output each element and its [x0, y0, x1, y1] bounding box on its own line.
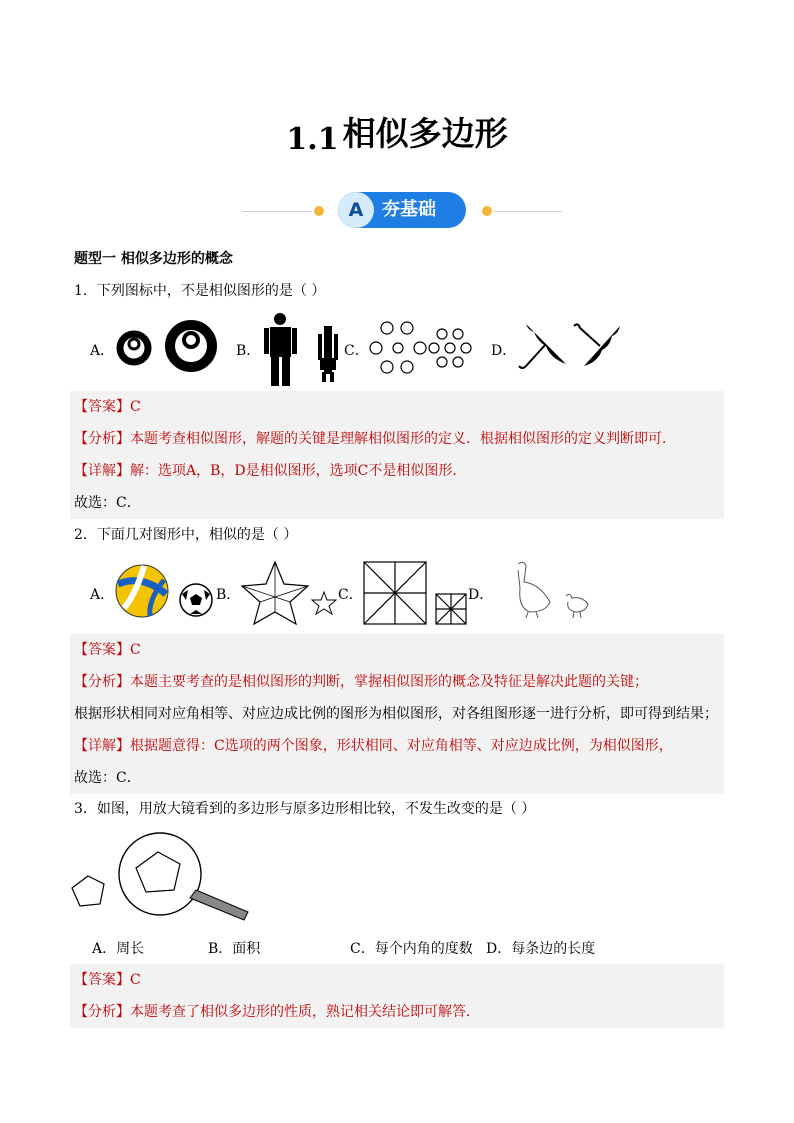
q1-option-c: C．	[344, 343, 369, 359]
q1-answer-tag: 【答案】	[74, 399, 130, 415]
q3-answer-tag: 【答案】	[74, 972, 130, 988]
q1-detail-row	[70, 455, 724, 487]
q2-option-a-figure	[114, 564, 214, 618]
q1-analysis-text: 本题考查相似图形，解题的关键是理解相似图形的定义．根据相似图形的定义判断即可．	[130, 431, 676, 447]
q2-answer-text: C	[130, 642, 141, 658]
title-number: 1.1	[286, 122, 339, 157]
q3-analysis-row	[70, 996, 724, 1028]
q1-answer-box	[70, 391, 724, 519]
q3-analysis-tag: 【分析】	[74, 1004, 130, 1020]
q2-option-c-figure	[360, 560, 472, 626]
q2-option-a: A．	[90, 587, 115, 603]
level-banner	[242, 192, 562, 228]
q1-option-d: D．	[491, 343, 517, 359]
q3-stem: 3．如图，用放大镜看到的多边形与原多边形相比较，不发生改变的是（ ）	[74, 801, 536, 817]
q2-detail-tag: 【详解】	[74, 738, 130, 754]
q1-detail-text: 解：选项A，B，D是相似图形，选项C不是相似图形．	[130, 463, 467, 479]
q1-answer-row	[70, 391, 724, 423]
q1-analysis-tag: 【分析】	[74, 431, 130, 447]
q3-option-d: D．每条边的长度	[486, 941, 596, 957]
q1-detail-tag: 【详解】	[74, 463, 130, 479]
banner-right-line	[494, 211, 562, 212]
q2-answer-tag: 【答案】	[74, 642, 130, 658]
q2-answer-box	[70, 634, 724, 794]
q2-option-b: B．	[216, 587, 241, 603]
section-heading: 题型一 相似多边形的概念	[74, 251, 233, 267]
q1-option-a-figure	[116, 322, 226, 372]
q1-option-b-figure	[262, 312, 352, 388]
q1-option-b: B．	[236, 343, 261, 359]
q2-analysis2-row: 根据形状相同对应角相等、对应边成比例的图形为相似图形，对各组图形逐一进行分析，即可得到结果；	[74, 706, 718, 722]
banner-left-line	[242, 211, 312, 212]
q1-option-d-figure	[516, 322, 626, 374]
q3-option-a: A．周长	[92, 941, 145, 957]
banner-pill	[338, 192, 466, 228]
q2-analysis-tag: 【分析】	[74, 674, 130, 690]
q3-answer-text: C	[130, 972, 141, 988]
banner-right-dot	[482, 206, 492, 216]
q3-analysis-text: 本题考查了相似多边形的性质，熟记相关结论即可解答．	[130, 1004, 480, 1020]
q2-analysis-row	[70, 666, 724, 698]
q2-stem: 2．下面几对图形中，相似的是（ ）	[74, 527, 298, 543]
q3-option-c: C．每个内角的度数	[350, 941, 473, 957]
q3-answer-row	[70, 964, 724, 996]
q2-detail-row	[70, 730, 724, 762]
q3-magnifier-figure	[70, 832, 260, 924]
q3-option-b: B．面积	[208, 941, 261, 957]
q1-analysis-row	[70, 423, 724, 455]
page-title	[0, 108, 794, 157]
q2-option-c: C．	[338, 587, 363, 603]
q2-option-b-figure	[240, 560, 340, 626]
q2-analysis-text: 本题主要考查的是相似图形的判断，掌握相似图形的概念及特征是解决此题的关键；	[130, 674, 648, 690]
banner-label: 夯基础	[382, 199, 436, 220]
q2-answer-row	[70, 634, 724, 666]
q2-option-d: D．	[468, 587, 494, 603]
q1-option-a: A．	[90, 343, 115, 359]
q1-answer-text: C	[130, 399, 141, 415]
q2-choice-row: 故选：C．	[74, 770, 141, 786]
q3-answer-box	[70, 964, 724, 1028]
q1-stem: 1．下列图标中，不是相似图形的是（ ）	[74, 283, 326, 299]
q2-option-d-figure	[506, 558, 596, 622]
banner-left-dot	[314, 206, 324, 216]
title-text: 相似多边形	[342, 114, 508, 153]
q1-choice-row: 故选：C．	[74, 495, 141, 511]
banner-letter: A	[338, 192, 374, 228]
q2-detail-text: 根据题意得：C选项的两个图象，形状相同、对应角相等、对应边成比例，为相似图形，	[130, 738, 673, 754]
q1-option-c-figure	[368, 320, 478, 376]
